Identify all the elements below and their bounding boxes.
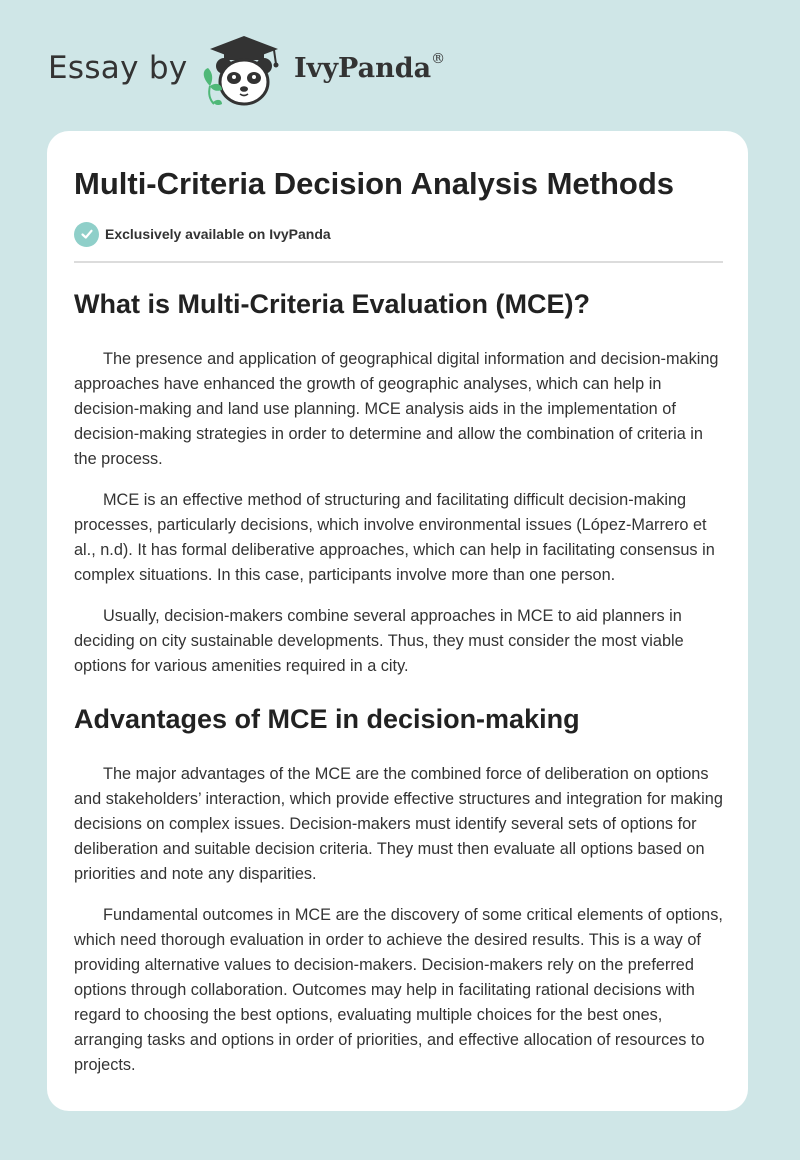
paragraph: The major advantages of the MCE are the combined force of deliberation on options and stakeholders’ interaction, which provide effective structures and integration for making decisions on complex issues. Decision-makers must identify several sets of options for deliberation and suitable decision criteria. They must then evaluate all options based on priorities and note any disparities. [74, 765, 723, 883]
paragraph: MCE is an effective method of structuring and facilitating difficult decision-making processes, particularly decisions, which involve environmental issues (López-Marrero et al., n.d). It has formal deliberative approaches, which can help in facilitating consensus in complex situations. In this case, participants involve more than one person. [74, 491, 715, 584]
brand-logo-text[interactable]: IvyPanda® [294, 51, 446, 84]
paragraph: Fundamental outcomes in MCE are the discovery of some critical elements of options, which need thorough evaluation in order to achieve the desired results. This is a way of providing alternative values to decision-makers. Decision-makers rely on the preferred options through collaboration. Outcomes may help in facilitating rational decisions with regard to choosing the best options, evaluating multiple choices for the best ones, arranging tasks and options in order of priorities, and effective allocation of resources to projects. [74, 906, 723, 1074]
article-body [74, 284, 726, 1094]
page-title: Multi-Criteria Decision Analysis Methods [74, 166, 675, 201]
ivy-leaf-icon [204, 68, 222, 105]
site-header [0, 0, 800, 120]
divider [74, 261, 723, 263]
paragraph: The presence and application of geographical digital information and decision-making approaches have enhanced the growth of geographic analyses, which can help in decision-making and land use planning. MCE analysis aids in the implementation of decision-making strategies in order to determine and allow the combination of criteria in the process. [74, 350, 719, 468]
badge-text: Exclusively available on IvyPanda [105, 226, 331, 242]
essay-by-label: Essay by [48, 50, 188, 86]
checkmark-icon [74, 222, 99, 247]
essay-card [47, 131, 748, 1111]
section-heading: What is Multi-Criteria Evaluation (MCE)? [74, 289, 591, 319]
exclusive-badge [74, 221, 331, 247]
panda-graduate-icon [196, 34, 292, 110]
paragraph: Usually, decision-makers combine several approaches in MCE to aid planners in deciding on city sustainable developments. Thus, they must consider the most viable options for various amenities required in a city. [74, 607, 684, 675]
section-heading: Advantages of MCE in decision-making [74, 704, 580, 734]
